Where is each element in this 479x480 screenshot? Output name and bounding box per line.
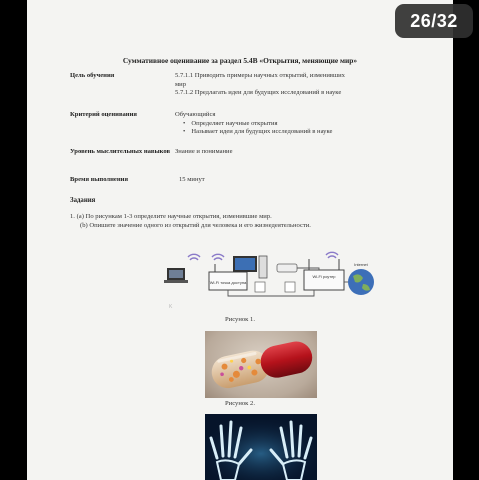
laptop-icon [164, 268, 188, 283]
capsule-icon [205, 331, 317, 398]
row-label: Цель обучения [70, 72, 115, 79]
label-access-point: Wi-Fi точка доступа [209, 280, 247, 285]
globe-icon [348, 262, 374, 295]
row-value [175, 111, 430, 137]
label-internet: Internet [354, 262, 368, 267]
router-icon [304, 259, 344, 290]
row-intro: Обучающийся [175, 111, 216, 118]
criteria-item [183, 120, 430, 129]
label-router: Wi-Fi роутер [312, 274, 336, 279]
tasks-heading: Задания [70, 197, 96, 204]
row-duration [70, 176, 430, 185]
figure-3-xray-image [205, 414, 317, 480]
task-line-a: 1. (а) По рисункам 1-3 определите научные открытия, изменившие мир. [70, 213, 272, 220]
device-icon [255, 282, 265, 292]
row-label: Критерий оценивания [70, 111, 137, 118]
modem-icon [277, 264, 297, 272]
criteria-text: Определяет научные открытия [191, 119, 278, 127]
criteria-item [183, 128, 430, 137]
row-value: 15 минут [179, 176, 205, 183]
row-label: Время выполнения [70, 176, 129, 183]
row-line: 5.7.1.2 Предлагать идеи для будущих исследований в науке [175, 89, 342, 97]
figure-2-capsule-image [205, 331, 317, 398]
row-thinking-level [70, 148, 430, 157]
row-learning-goal [70, 72, 430, 98]
figure-1-network-diagram [159, 250, 379, 310]
row-assessment-criteria [70, 111, 430, 137]
document-title: Суммативное оценивание за раздел 5.4В «Открытия, меняющие мир» [122, 56, 358, 65]
watermark-icon: K [169, 304, 173, 310]
document-page[interactable] [27, 0, 453, 480]
figure-2-caption: Рисунок 2. [225, 400, 255, 407]
figure-1-caption: Рисунок 1. [225, 316, 255, 323]
criteria-list [175, 120, 430, 137]
row-value [175, 72, 430, 98]
row-label: Уровень мыслительных навыков [70, 148, 171, 155]
row-line: мир [175, 80, 186, 88]
row-value: Знание и понимание [175, 148, 233, 155]
task-line-b: (b) Опишите значение одного из открытий для человека и его жизнедеятельности. [80, 222, 311, 229]
device-icon [285, 282, 295, 292]
criteria-text: Называет идеи для будущих исследований в науке [191, 128, 333, 136]
xray-hands-icon [205, 414, 317, 480]
row-line: 5.7.1.1 Приводить примеры научных открытий, изменивших [175, 72, 345, 79]
page-counter-badge: 26/32 [395, 4, 473, 38]
